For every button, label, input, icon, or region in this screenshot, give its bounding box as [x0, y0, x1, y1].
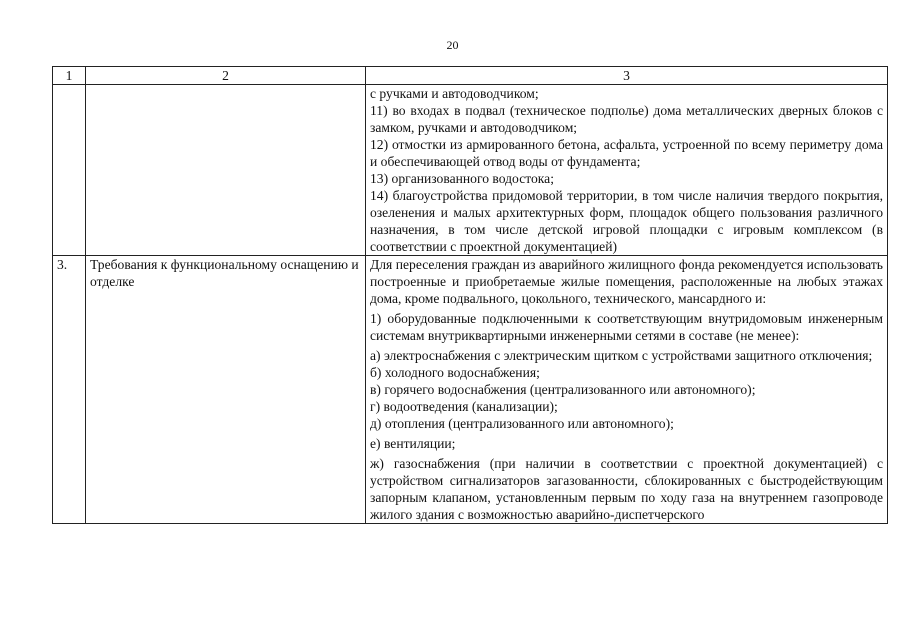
description-paragraph: Для переселения граждан из аварийного жилищного фонда рекомендуется использовать построенные и приобретаемые жилые помещения, расположенные на любых этажах дома, кроме подвального, цокольного, технического, мансардного и: [370, 257, 883, 306]
description-paragraph: 13) организованного водостока; [370, 171, 554, 186]
table-row [53, 85, 888, 256]
description-paragraph: с ручками и автодоводчиком; [370, 86, 539, 101]
column-header-2: 2 [86, 67, 366, 85]
table-row [53, 256, 888, 524]
table-header-row [53, 67, 888, 85]
description-paragraph: в) горячего водоснабжения (централизованного или автономного); [370, 382, 756, 397]
description-paragraph: б) холодного водоснабжения; [370, 365, 540, 380]
description-paragraph: г) водоотведения (канализации); [370, 399, 558, 414]
row-number: 3. [53, 256, 86, 524]
description-paragraph: 14) благоустройства придомовой территории, в том числе наличия твердого покрытия, озеленения и малых архитектурных форм, площадок общего пользования различного назначения, в том числе детской игровой площадки с игровым комплексом (в соответствии с проектной документацией) [370, 188, 883, 254]
description-paragraph: е) вентиляции; [370, 436, 456, 451]
page-number: 20 [446, 38, 459, 52]
description-paragraph: а) электроснабжения с электрическим щитком с устройствами защитного отключения; [370, 348, 873, 363]
description-paragraph: 12) отмостки из армированного бетона, асфальта, устроенной по всему периметру дома и обеспечивающей отвод воды от фундамента; [370, 137, 883, 169]
requirement-description [366, 256, 888, 524]
requirements-table [52, 66, 888, 524]
column-header-1: 1 [53, 67, 86, 85]
requirement-name [86, 85, 366, 256]
description-paragraph: д) отопления (централизованного или автономного); [370, 416, 674, 431]
description-paragraph: ж) газоснабжения (при наличии в соответствии с проектной документацией) с устройством сигнализаторов загазованности, сблокированных с быстродействующим запорным клапаном, установленным первым по ходу газа на внутреннем газопроводе жилого здания с возможностью аварийно-диспетчерского [370, 456, 883, 522]
requirement-description [366, 85, 888, 256]
requirement-name: Требования к функциональному оснащению и отделке [86, 256, 366, 524]
column-header-3: 3 [366, 67, 888, 85]
row-number [53, 85, 86, 256]
description-paragraph: 11) во входах в подвал (техническое подполье) дома металлических дверных блоков с замком, ручками и автодоводчиком; [370, 103, 883, 135]
description-paragraph: 1) оборудованные подключенными к соответствующим внутридомовым инженерным системам внутриквартирными инженерными сетями в составе (не менее): [370, 311, 883, 343]
